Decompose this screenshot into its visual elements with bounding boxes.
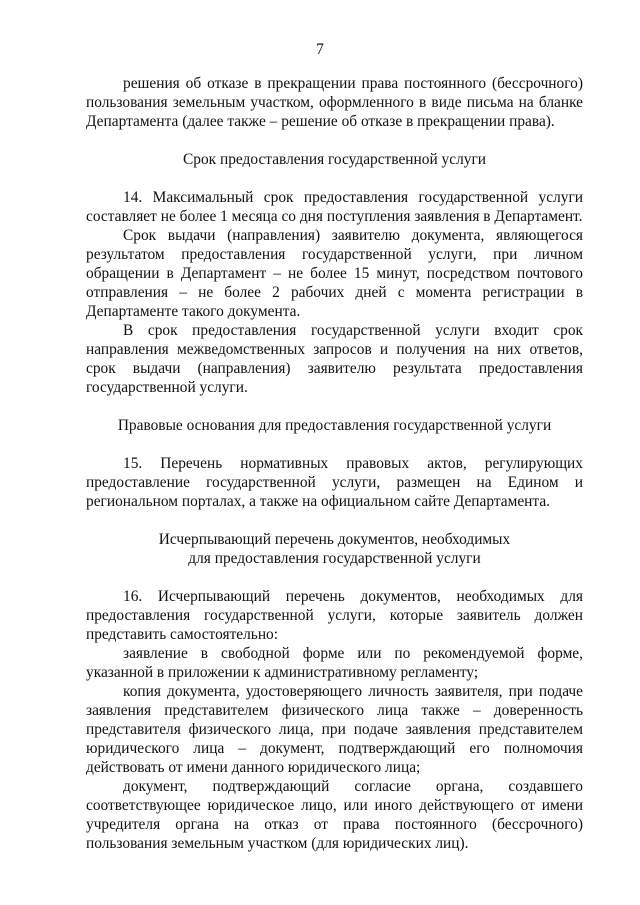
- section-heading-documents-line2: для предоставления государственной услуги: [188, 550, 481, 567]
- document-body: [86, 74, 583, 853]
- paragraph: В срок предоставления государственной услуги входит срок направления межведомственных запросов и получения на них ответов, срок выдачи (направления) заявителю результата предоставления государственной услуги.: [86, 322, 583, 396]
- paragraph-15: 15. Перечень нормативных правовых актов, регулирующих предоставление государственной услуги, размещен на Едином и региональном порталах, а также на официальном сайте Департамента.: [86, 455, 583, 510]
- section-heading-term: Срок предоставления государственной услуги: [183, 151, 486, 168]
- list-item: заявление в свободной форме или по рекомендуемой форме, указанной в приложении к административному регламенту;: [86, 645, 583, 681]
- page-number: 7: [316, 41, 324, 58]
- list-item: документ, подтверждающий согласие органа, создавшего соответствующее юридическое лицо, или иного действующего от имени учредителя органа на отказ от права постоянного (бессрочного) пользования земельным участком (для юридических лиц).: [86, 778, 583, 852]
- section-heading-legal-basis: Правовые основания для предоставления государственной услуги: [117, 417, 552, 434]
- paragraph: Срок выдачи (направления) заявителю документа, являющегося результатом предоставления государственной услуги, при личном обращении в Департамент – не более 15 минут, посредством почтового отправления – не более 2 рабочих дней с момента регистрации в Департаменте такого документа.: [86, 227, 583, 320]
- paragraph-14: 14. Максимальный срок предоставления государственной услуги составляет не более 1 месяца со дня поступления заявления в Департамент.: [86, 189, 583, 225]
- list-item: копия документа, удостоверяющего личность заявителя, при подаче заявления представителем физического лица также – доверенность представителя физического лица, при подаче заявления представителем юридического лица – документ, подтверждающий его полномочия действовать от имени данного юридического лица;: [86, 683, 583, 776]
- section-heading-documents-line1: Исчерпывающий перечень документов, необходимых: [158, 531, 511, 548]
- paragraph: решения об отказе в прекращении права постоянного (бессрочного) пользования земельным участком, оформленного в виде письма на бланке Департамента (далее также – решение об отказе в прекращении права).: [86, 75, 583, 130]
- paragraph-16: 16. Исчерпывающий перечень документов, необходимых для предоставления государственной услуги, которые заявитель должен представить самостоятельно:: [86, 588, 583, 643]
